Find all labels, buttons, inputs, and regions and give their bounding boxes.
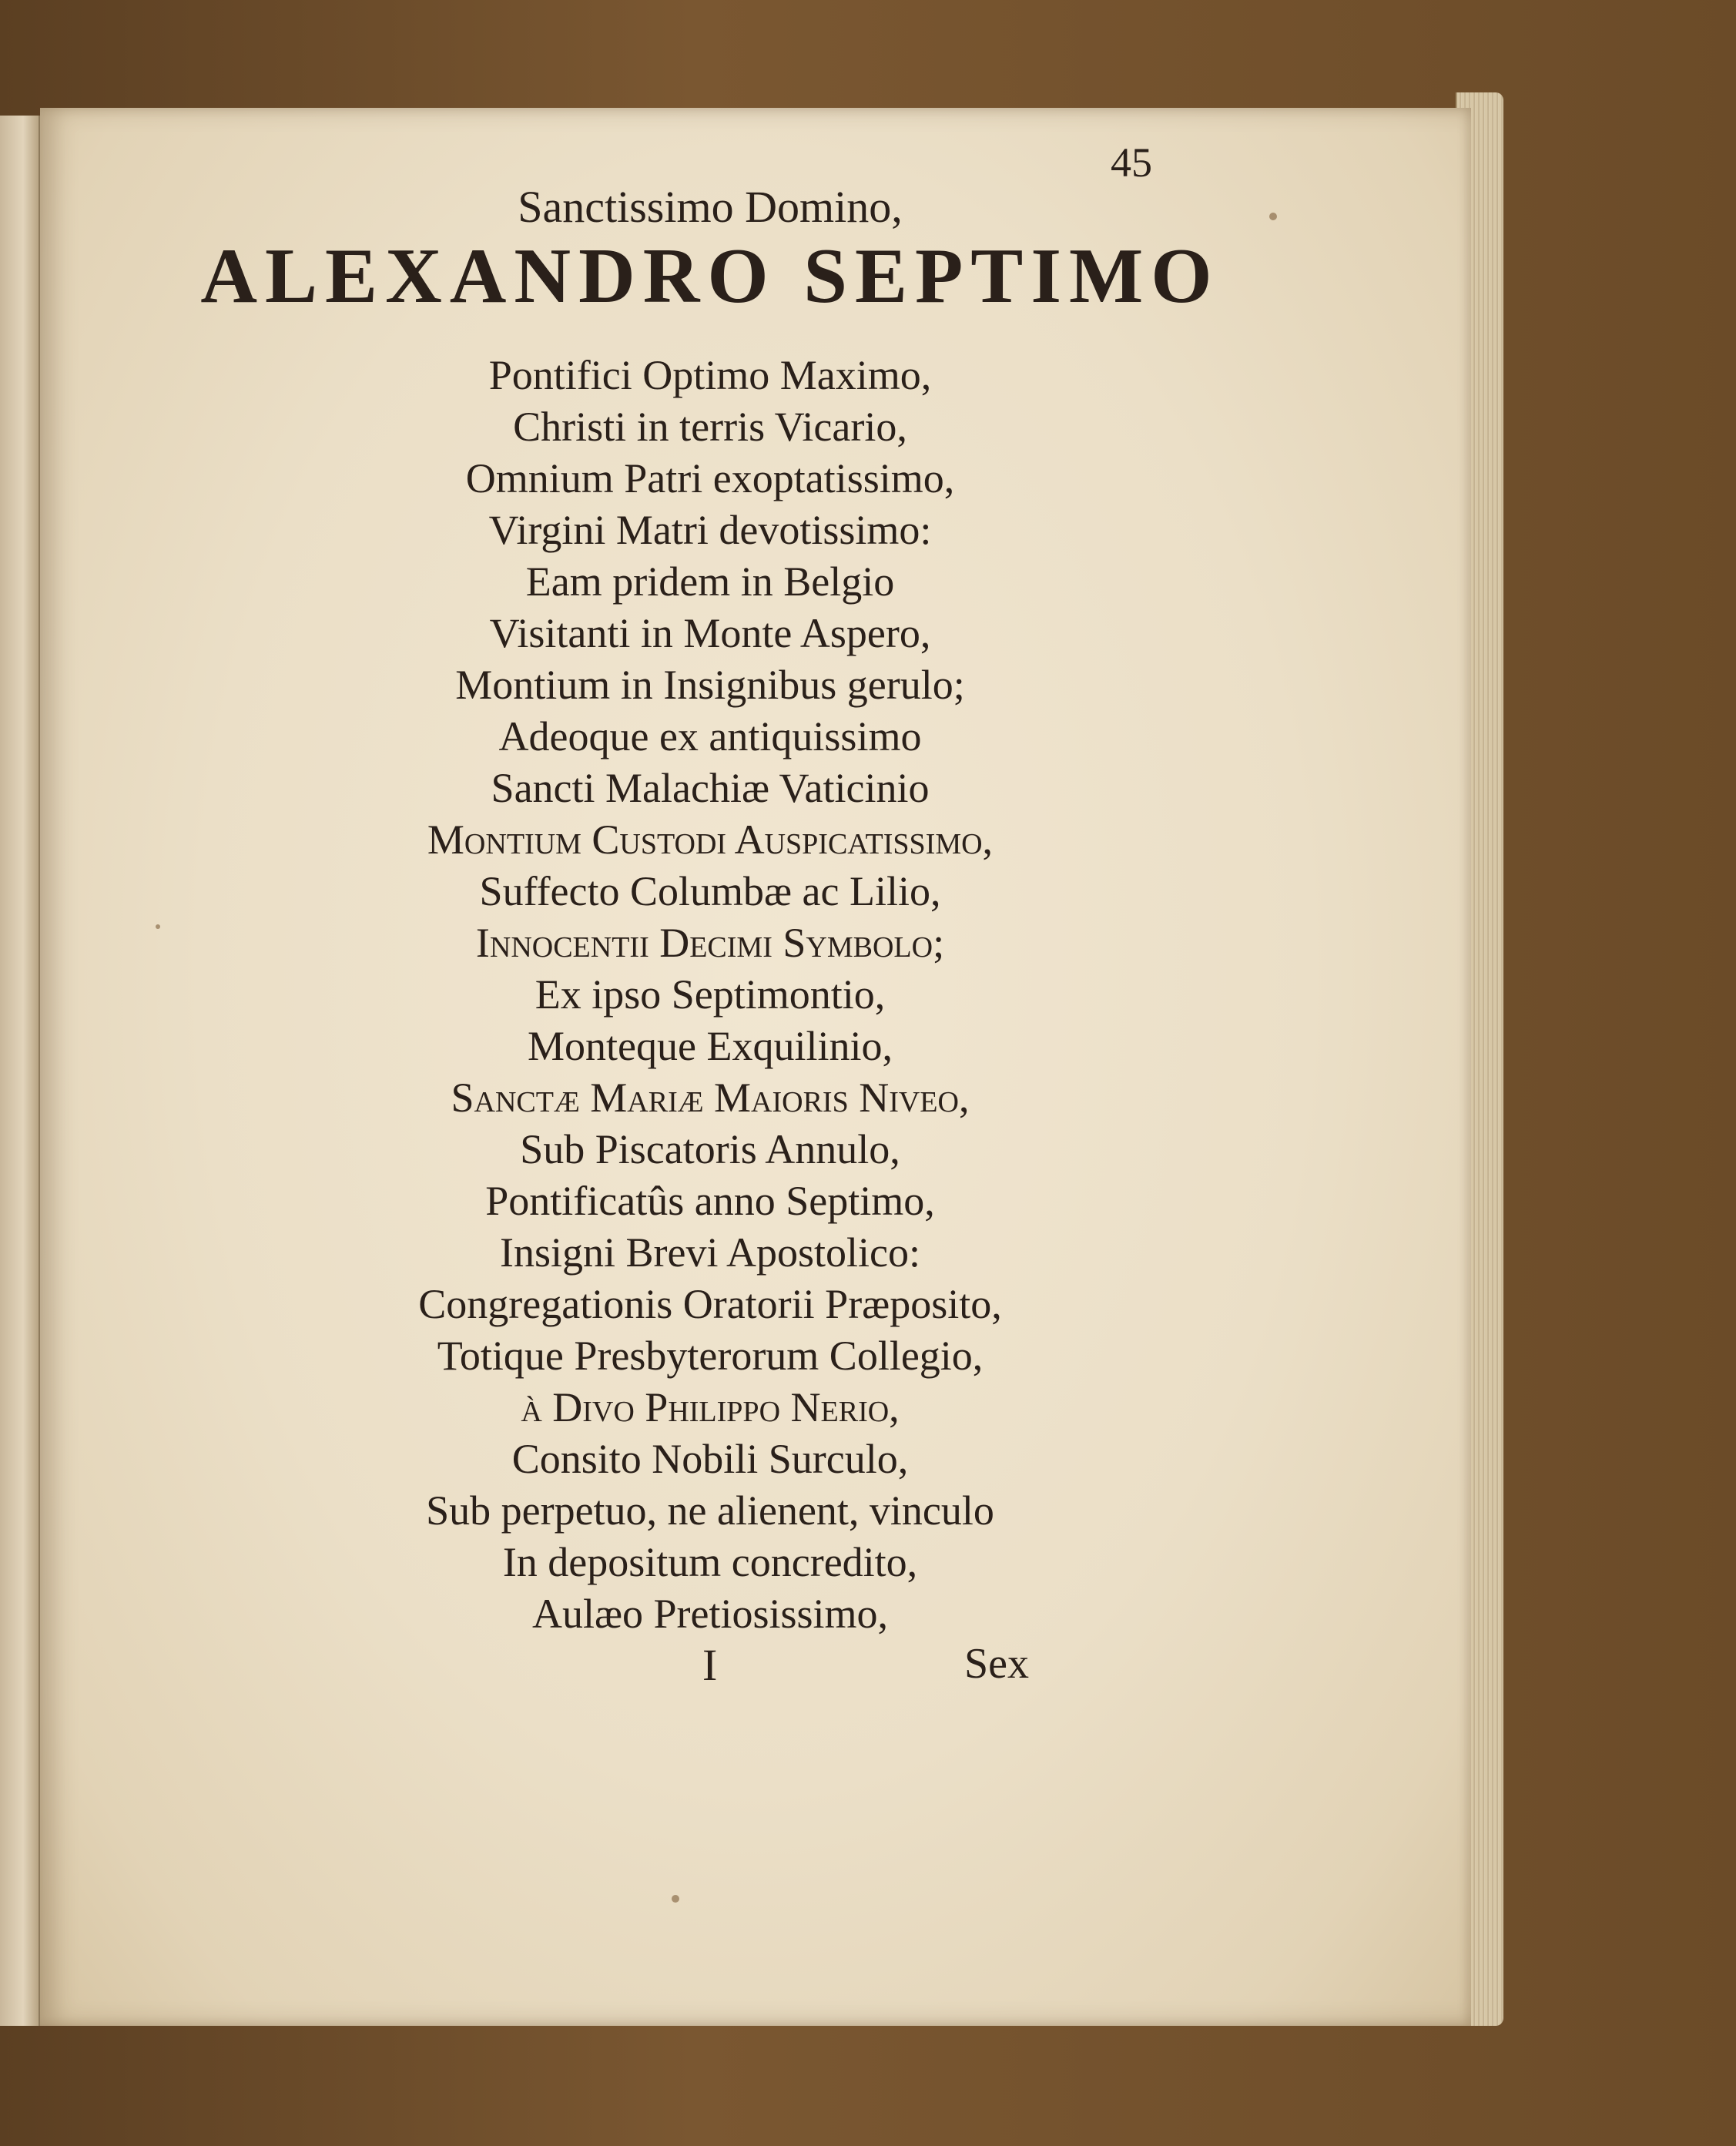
catchword: Sex [964, 1640, 1029, 1688]
text-line: Monteque Exquilinio, [528, 1023, 893, 1069]
book-page [40, 108, 1471, 2026]
text-line: Suffecto Columbæ ac Lilio, [479, 868, 941, 914]
dedication-heading: Sanctissimo Domino, [518, 182, 903, 232]
text-line: Sanctæ Mariæ Maioris Niveo, [451, 1075, 970, 1121]
text-line: Insigni Brevi Apostolico: [500, 1229, 920, 1276]
text-line: Pontifici Optimo Maximo, [488, 352, 932, 398]
text-line: Consito Nobili Surculo, [511, 1436, 909, 1482]
text-line: Sub Piscatoris Annulo, [520, 1126, 900, 1172]
text-line: Totique Presbyterorum Collegio, [437, 1333, 984, 1379]
text-line: Virgini Matri devotissimo: [488, 507, 932, 553]
text-line: Sub perpetuo, ne alienent, vinculo [426, 1487, 994, 1534]
text-line: Innocentii Decimi Symbolo; [475, 920, 945, 966]
text-line: Montium in Insignibus gerulo; [455, 662, 965, 708]
text-line: Omnium Patri exoptatissimo, [465, 455, 955, 501]
text-line: à Divo Philippo Nerio, [521, 1384, 900, 1430]
text-line: Eam pridem in Belgio [525, 558, 895, 605]
paper-speck [1269, 213, 1277, 220]
text-line: Christi in terris Vicario, [513, 404, 907, 450]
signature-mark: I [702, 1640, 718, 1690]
text-line: Sancti Malachiæ Vaticinio [491, 765, 930, 811]
paper-speck [156, 924, 160, 929]
text-line: Congregationis Oratorii Præposito, [418, 1281, 1002, 1327]
text-line: Adeoque ex antiquissimo [498, 713, 922, 759]
text-line: In depositum concredito, [502, 1539, 918, 1585]
text-line: Ex ipso Septimontio, [535, 971, 886, 1018]
text-line: Visitanti in Monte Aspero, [489, 610, 931, 656]
page-number: 45 [1111, 139, 1152, 186]
text-line: Pontificatûs anno Septimo, [485, 1178, 935, 1224]
text-line: Montium Custodi Auspicatissimo, [427, 816, 994, 863]
dedication-title: ALEXANDRO SEPTIMO [200, 233, 1220, 320]
text-line: Aulæo Pretiosissimo, [531, 1591, 889, 1637]
paper-speck [672, 1895, 679, 1903]
left-page-edge [0, 116, 41, 2026]
